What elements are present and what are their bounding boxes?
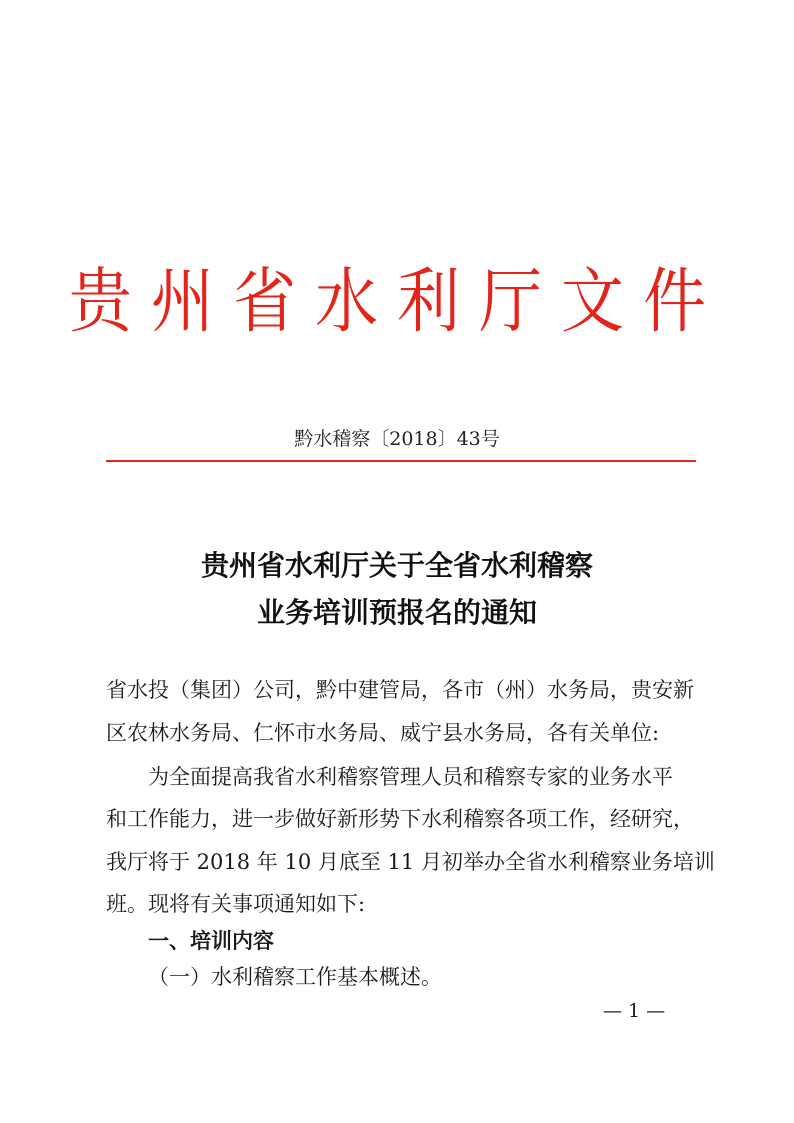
red-separator-line (106, 460, 696, 462)
body-paragraph-line-4: 班。现将有关事项通知如下: (106, 892, 366, 916)
addressee-line-2: 区农林水务局、仁怀市水务局、威宁县水务局，各有关单位: (106, 721, 660, 745)
body-paragraph-line-1: 为全面提高我省水利稽察管理人员和稽察专家的业务水平 (148, 765, 673, 789)
document-number: 黔水稽察〔2018〕43号 (294, 428, 500, 450)
page-number: — 1 — (603, 1000, 666, 1022)
masthead-title: 贵州省水利厅文件 (69, 260, 725, 343)
section-item-1: （一）水利稽察工作基本概述。 (148, 965, 442, 989)
notice-title-line-2: 业务培训预报名的通知 (256, 596, 537, 629)
body-paragraph-line-3: 我厅将于 2018 年 10 月底至 11 月初举办全省水利稽察业务培训 (106, 850, 715, 874)
addressee-line-1: 省水投（集团）公司，黔中建管局，各市（州）水务局，贵安新 (106, 678, 694, 702)
body-paragraph-line-2: 和工作能力，进一步做好新形势下水利稽察各项工作，经研究， (106, 807, 694, 831)
notice-title-line-1: 贵州省水利厅关于全省水利稽察 (200, 549, 593, 582)
section-heading-training-content: 一、培训内容 (148, 929, 274, 953)
